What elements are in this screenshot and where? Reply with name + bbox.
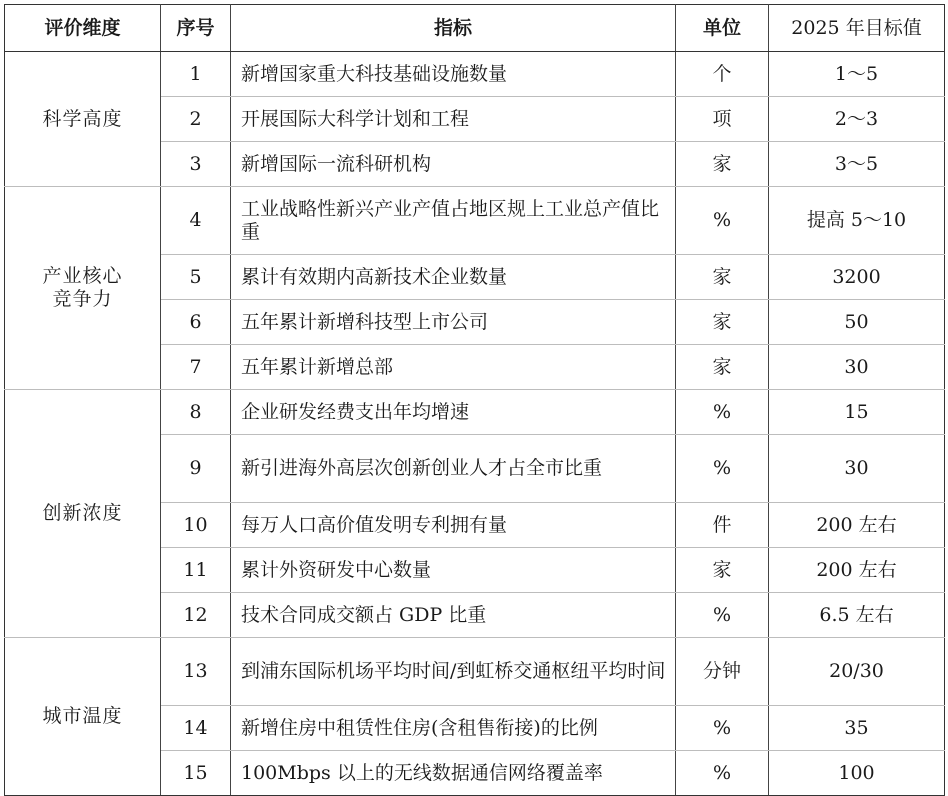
unit-cell: 家	[676, 548, 769, 593]
unit-cell: %	[676, 706, 769, 751]
indicator-cell: 100Mbps 以上的无线数据通信网络覆盖率	[231, 751, 676, 796]
indicator-cell: 工业战略性新兴产业产值占地区规上工业总产值比重	[231, 187, 676, 255]
header-row	[5, 5, 945, 52]
seq-cell: 13	[161, 638, 231, 706]
target-cell: 50	[769, 300, 945, 345]
target-cell: 35	[769, 706, 945, 751]
table-header	[5, 5, 945, 52]
indicator-cell: 新增国际一流科研机构	[231, 142, 676, 187]
unit-cell: %	[676, 751, 769, 796]
unit-cell: %	[676, 390, 769, 435]
unit-cell: 项	[676, 97, 769, 142]
indicator-cell: 累计有效期内高新技术企业数量	[231, 255, 676, 300]
seq-cell: 12	[161, 593, 231, 638]
unit-cell: 家	[676, 255, 769, 300]
seq-cell: 7	[161, 345, 231, 390]
seq-cell: 10	[161, 503, 231, 548]
target-cell: 3200	[769, 255, 945, 300]
target-cell: 20/30	[769, 638, 945, 706]
header-indicator: 指标	[231, 5, 676, 52]
table-row	[5, 638, 945, 706]
dimension-label: 竞争力	[52, 288, 113, 310]
indicator-cell: 五年累计新增科技型上市公司	[231, 300, 676, 345]
unit-cell: 家	[676, 142, 769, 187]
unit-cell: 家	[676, 300, 769, 345]
target-cell: 100	[769, 751, 945, 796]
target-cell: 2～3	[769, 97, 945, 142]
table-row	[5, 52, 945, 97]
unit-cell: %	[676, 593, 769, 638]
header-target: 2025 年目标值	[769, 5, 945, 52]
target-cell: 提高 5～10	[769, 187, 945, 255]
target-cell: 3～5	[769, 142, 945, 187]
dimension-cell	[5, 52, 161, 187]
seq-cell: 14	[161, 706, 231, 751]
seq-cell: 5	[161, 255, 231, 300]
unit-cell: %	[676, 187, 769, 255]
table-row	[5, 390, 945, 435]
seq-cell: 2	[161, 97, 231, 142]
indicator-cell: 累计外资研发中心数量	[231, 548, 676, 593]
dimension-label: 城市温度	[42, 705, 123, 727]
indicator-cell: 到浦东国际机场平均时间/到虹桥交通枢纽平均时间	[231, 638, 676, 706]
seq-cell: 1	[161, 52, 231, 97]
dimension-cell	[5, 187, 161, 390]
target-cell: 6.5 左右	[769, 593, 945, 638]
seq-cell: 15	[161, 751, 231, 796]
seq-cell: 3	[161, 142, 231, 187]
dimension-cell	[5, 390, 161, 638]
header-unit: 单位	[676, 5, 769, 52]
unit-cell: 件	[676, 503, 769, 548]
indicator-cell: 新增住房中租赁性住房(含租售衔接)的比例	[231, 706, 676, 751]
seq-cell: 11	[161, 548, 231, 593]
indicator-cell: 开展国际大科学计划和工程	[231, 97, 676, 142]
target-cell: 30	[769, 345, 945, 390]
header-seq: 序号	[161, 5, 231, 52]
seq-cell: 6	[161, 300, 231, 345]
target-cell: 1～5	[769, 52, 945, 97]
seq-cell: 9	[161, 435, 231, 503]
unit-cell: 分钟	[676, 638, 769, 706]
indicator-cell: 企业研发经费支出年均增速	[231, 390, 676, 435]
dimension-cell	[5, 638, 161, 796]
target-cell: 15	[769, 390, 945, 435]
indicator-table	[4, 4, 945, 796]
indicator-cell: 技术合同成交额占 GDP 比重	[231, 593, 676, 638]
indicator-cell: 新增国家重大科技基础设施数量	[231, 52, 676, 97]
seq-cell: 8	[161, 390, 231, 435]
indicator-cell: 五年累计新增总部	[231, 345, 676, 390]
unit-cell: 个	[676, 52, 769, 97]
table-row	[5, 187, 945, 255]
target-cell: 200 左右	[769, 548, 945, 593]
indicator-cell: 新引进海外高层次创新创业人才占全市比重	[231, 435, 676, 503]
header-dimension: 评价维度	[5, 5, 161, 52]
target-cell: 30	[769, 435, 945, 503]
dimension-label: 产业核心	[42, 265, 123, 287]
dimension-label: 科学高度	[42, 107, 123, 130]
target-cell: 200 左右	[769, 503, 945, 548]
seq-cell: 4	[161, 187, 231, 255]
table-body	[5, 52, 945, 796]
dimension-label: 创新浓度	[42, 502, 123, 524]
indicator-cell: 每万人口高价值发明专利拥有量	[231, 503, 676, 548]
unit-cell: %	[676, 435, 769, 503]
unit-cell: 家	[676, 345, 769, 390]
